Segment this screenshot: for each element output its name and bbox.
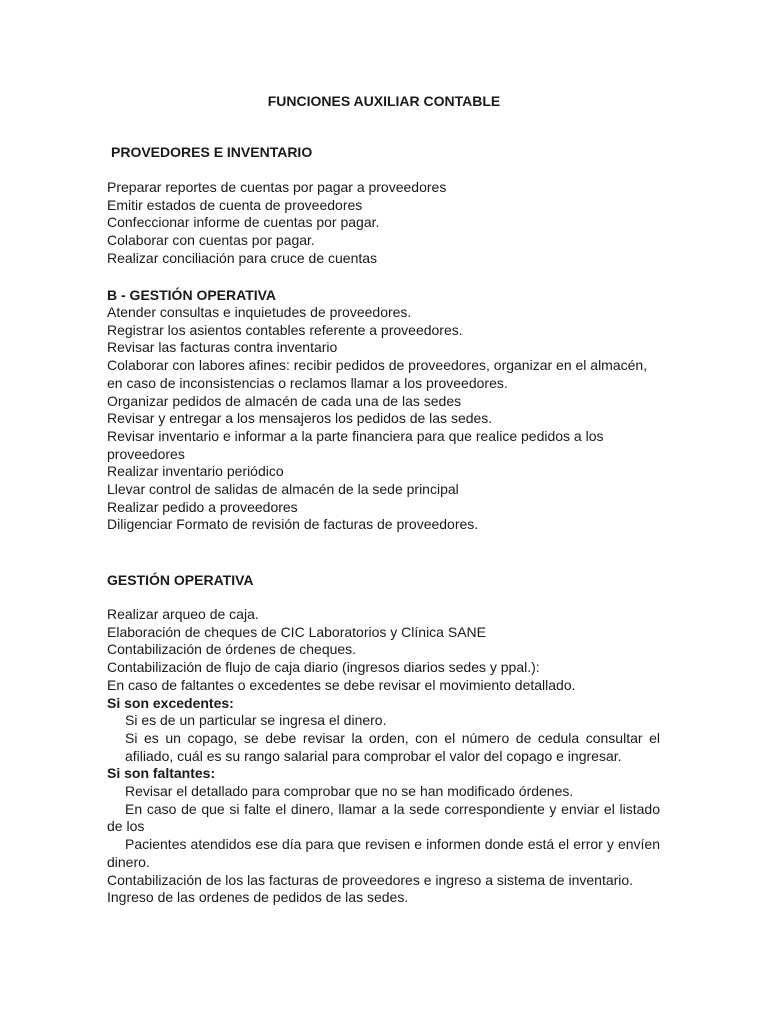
list-item: Revisar el detallado para comprobar que no se han modificado órdenes. <box>125 783 574 800</box>
list-item: Realizar arqueo de caja. <box>107 606 259 622</box>
list-item: En caso de faltantes o excedentes se debe revisar el movimiento detallado. <box>107 676 576 693</box>
list-item: Confeccionar informe de cuentas por pagar. <box>107 214 380 231</box>
list-item: Elaboración de cheques de CIC Laboratorios y Clínica SANE <box>107 623 486 640</box>
list-item: Organizar pedidos de almacén de cada una de las sedes <box>107 392 462 409</box>
section-c-list <box>107 606 660 907</box>
document-title: FUNCIONES AUXILIAR CONTABLE <box>267 93 501 109</box>
section-b-list <box>107 304 660 534</box>
list-item: Colaborar con labores afines: recibir pedidos de proveedores, organizar en el almacén, en caso de inconsistencias o reclamos llamar a los proveedores. <box>107 357 648 391</box>
section-a-heading: PROVEDORES E INVENTARIO <box>111 144 313 160</box>
list-item: Contabilización de flujo de caja diario (ingresos diarios sedes y ppal.): <box>107 659 540 676</box>
section-b-heading: B - GESTIÓN OPERATIVA <box>107 287 277 303</box>
faltantes-label: Si son faltantes: <box>107 765 216 782</box>
list-item: Diligenciar Formato de revisión de facturas de proveedores. <box>107 516 479 533</box>
list-item: Realizar conciliación para cruce de cuentas <box>107 249 378 266</box>
list-item: En caso de que si falte el dinero, llamar a la sede correspondiente y enviar el listado de los <box>107 800 660 835</box>
list-item: Pacientes atendidos ese día para que revisen e informen donde está el error y envíen dinero. <box>107 836 660 870</box>
section-c-heading: GESTIÓN OPERATIVA <box>107 572 254 588</box>
list-item: Revisar y entregar a los mensajeros los pedidos de las sedes. <box>107 410 493 427</box>
list-item: Registrar los asientos contables referente a proveedores. <box>107 321 463 338</box>
list-item: Colaborar con cuentas por pagar. <box>107 232 315 249</box>
section-a-list <box>107 179 660 268</box>
list-item: Emitir estados de cuenta de proveedores <box>107 196 363 213</box>
list-item: Preparar reportes de cuentas por pagar a proveedores <box>107 179 447 195</box>
list-item: Contabilización de órdenes de cheques. <box>107 641 357 658</box>
list-item: Contabilización de los las facturas de proveedores e ingreso a sistema de inventario. <box>107 871 634 888</box>
list-item: Revisar las facturas contra inventario <box>107 339 338 356</box>
list-item: Si es de un particular se ingresa el dinero. <box>125 712 387 729</box>
list-item: Realizar pedido a proveedores <box>107 498 298 515</box>
list-item: Llevar control de salidas de almacén de la sede principal <box>107 481 459 498</box>
list-item: Ingreso de las ordenes de pedidos de las sedes. <box>107 889 409 906</box>
list-item: Si es un copago, se debe revisar la orden, con el número de cedula consultar el afiliado, cuál es su rango salarial para comprobar el valor del copago e ingresar. <box>125 729 660 764</box>
excedentes-label: Si son excedentes: <box>107 694 234 711</box>
list-item: Realizar inventario periódico <box>107 463 284 480</box>
list-item: Revisar inventario e informar a la parte financiera para que realice pedidos a los proveedores <box>107 427 604 462</box>
list-item: Atender consultas e inquietudes de proveedores. <box>107 304 412 320</box>
